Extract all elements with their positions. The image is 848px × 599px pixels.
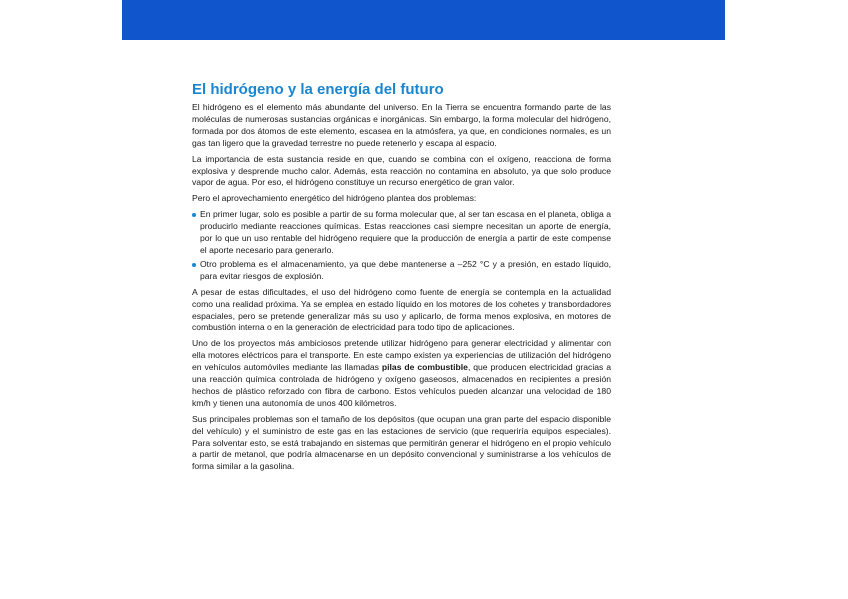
list-item — [192, 209, 611, 257]
list-item — [192, 259, 611, 283]
article — [192, 81, 611, 477]
bullet-icon — [192, 263, 196, 267]
paragraph-importance: La importancia de esta sustancia reside en que, cuando se combina con el oxígeno, reacciona de forma explosiva y desprende mucho calor. Además, esta reacción no contamina en absoluto, ya que solo produce vapor de agua. Por eso, el hidrógeno constituye un recurso energético de gran valor. — [192, 153, 611, 188]
paragraph-projects — [192, 338, 611, 409]
article-title: El hidrógeno y la energía del futuro — [192, 81, 444, 98]
paragraph-projects-start: Uno de los proyectos más ambiciosos pretende utilizar hidrógeno para generar electricidad y alimentar con ella motores eléctricos para el transporte. En este campo existen ya experiencias de utilización del hidrógeno en vehículos automóviles mediante las llamadas — [192, 338, 611, 373]
fuel-cells-term: pilas de combustible — [381, 362, 468, 373]
paragraph-intro: El hidrógeno es el elemento más abundante del universo. En la Tierra se encuentra formando parte de las moléculas de numerosas sustancias orgánicas e inorgánicas. Sin embargo, la forma molecular del hidrógeno, formada por dos átomos de este elemento, escasea en la atmósfera, ya que, en condiciones normales, es un gas tan ligero que la gravedad terrestre no puede retenerlo y escapa al espacio. — [192, 102, 611, 148]
list-item-text: En primer lugar, solo es posible a partir de su forma molecular que, al ser tan escasa en el planeta, obliga a producirlo mediante reacciones químicas. Estas reacciones casi siempre necesitan un aporte de energía, por lo que un uso rentable del hidrógeno requiere que la producción de energía a partir de este compense el aporte necesario para generarlo. — [200, 209, 611, 255]
paragraph-main-problems: Sus principales problemas son el tamaño de los depósitos (que ocupan una gran parte del espacio disponible del vehículo) y el suministro de este gas en las estaciones de servicio (que requeriría equipos especiales). Para solventar esto, se está trabajando en sistemas que permitirán generar el hidrógeno en el propio vehículo a partir de metanol, que podría almacenarse en un depósito convencional y suministrarse a los vehículos de forma similar a la gasolina. — [192, 413, 611, 472]
list-item-text: Otro problema es el almacenamiento, ya que debe mantenerse a –252 °C y a presión, en estado líquido, para evitar riesgos de explosión. — [200, 258, 611, 281]
paragraph-problems-intro: Pero el aprovechamiento energético del hidrógeno plantea dos problemas: — [192, 193, 477, 204]
paragraph-outlook: A pesar de estas dificultades, el uso del hidrógeno como fuente de energía se contempla en la actualidad como una realidad próxima. Ya se emplea en estado líquido en los motores de los cohetes y transbordadores espaciales, pero se pretende generalizar más su uso y aplicarlo, de forma menos explosiva, en motores de combustión interna o en la generación de electricidad para todo tipo de aplicaciones. — [192, 286, 611, 333]
header-color-band — [122, 0, 725, 40]
paragraph-projects-end: , que producen electricidad gracias a una reacción química controlada de hidrógeno y oxígeno gaseosos, almacenados en recipientes a presión hechos de plástico reforzado con fibra de carbono. Estos vehículos pueden alcanzar una velocidad de 180 km/h y tienen una autonomía de unos 400 kilómetros. — [192, 362, 611, 408]
bullet-icon — [192, 213, 196, 217]
problems-list — [192, 209, 611, 282]
